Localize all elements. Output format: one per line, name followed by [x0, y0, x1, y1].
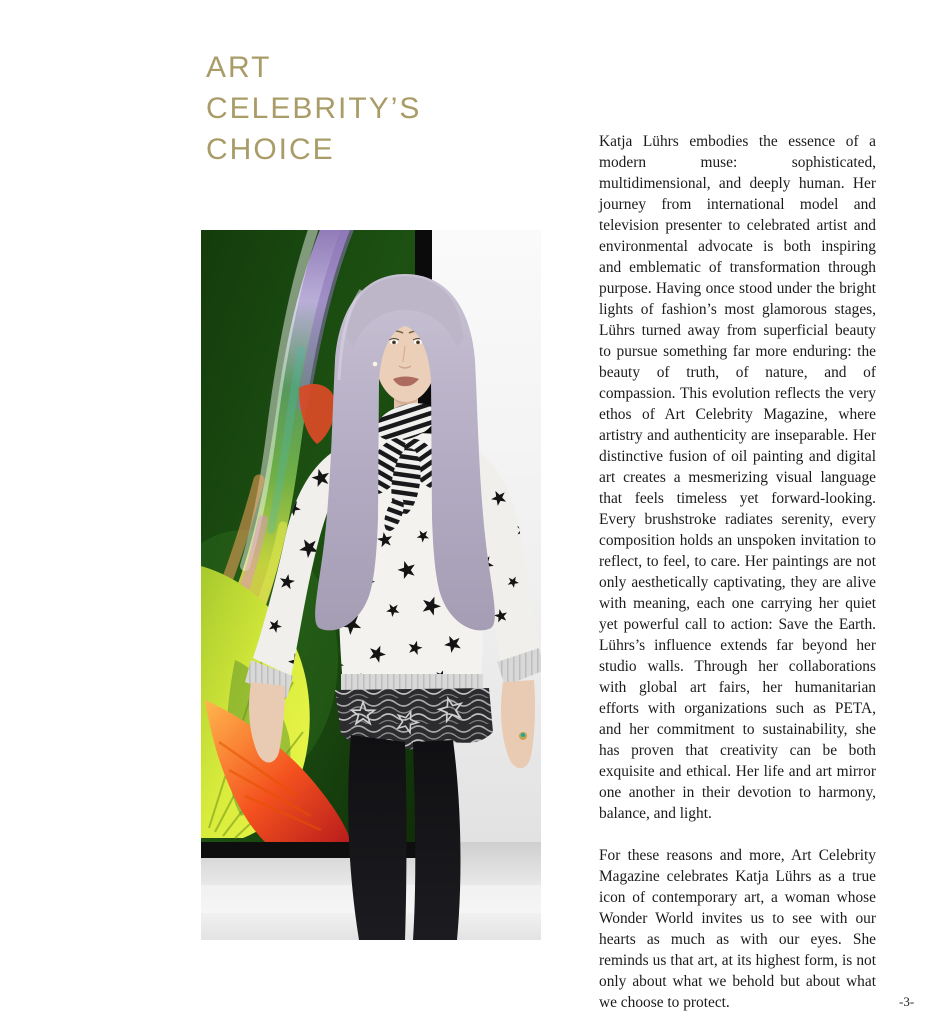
page-title-line-2: CELEBRITY’S	[206, 92, 422, 125]
page-title-line-3: CHOICE	[206, 133, 335, 166]
article-paragraph-2: For these reasons and more, Art Celebrity Magazine celebrates Katja Lührs as a true icon of contemporary art, a woman whose Wonder World invites us to see with our hearts as much as with our eyes. She reminds us that art, at its highest form, is not only about what we behold but about what we choose to protect.	[599, 847, 876, 1011]
legs	[348, 735, 460, 940]
article-paragraph-1: Katja Lührs embodies the essence of a modern muse: sophisticated, multidimensional, and deeply human. Her journey from international model and television presenter to celebrated artist and environmental advocate is both inspiring and emblematic of transformation through purpose. Having once stood under the bright lights of fashion’s most glamorous stages, Lührs turned away from superficial beauty to pursue something far more enduring: the beauty of truth, of nature, and of compassion. This evolution reflects the very ethos of Art Celebrity Magazine, where artistry and authenticity are inseparable. Her distinctive fusion of oil painting and digital art creates a mesmerizing visual language that feels timeless yet forward-looking. Every brushstroke radiates serenity, every composition holds an unspoken invitation to reflect, to feel, to care. Her paintings are not only aesthetically captivating, they are alive with meaning, each one carrying her quiet yet powerful call to action: Save the Earth. Lührs’s influence extends far beyond her studio walls. Through her collaborations with global art fairs, her humanitarian efforts with organizations such as PETA, and her commitment to sustainability, she has proven that creativity can be both exquisite and ethical. Her life and art mirror one another in their devotion to harmony, balance, and light.	[599, 133, 876, 822]
page-number: -3-	[899, 994, 915, 1009]
portrait-illustration	[201, 230, 541, 940]
pearl-earring	[372, 361, 377, 366]
article-body	[599, 131, 876, 1013]
feature-image	[201, 230, 541, 940]
page-title	[206, 47, 421, 170]
page-title-line-1: ART	[206, 51, 272, 84]
